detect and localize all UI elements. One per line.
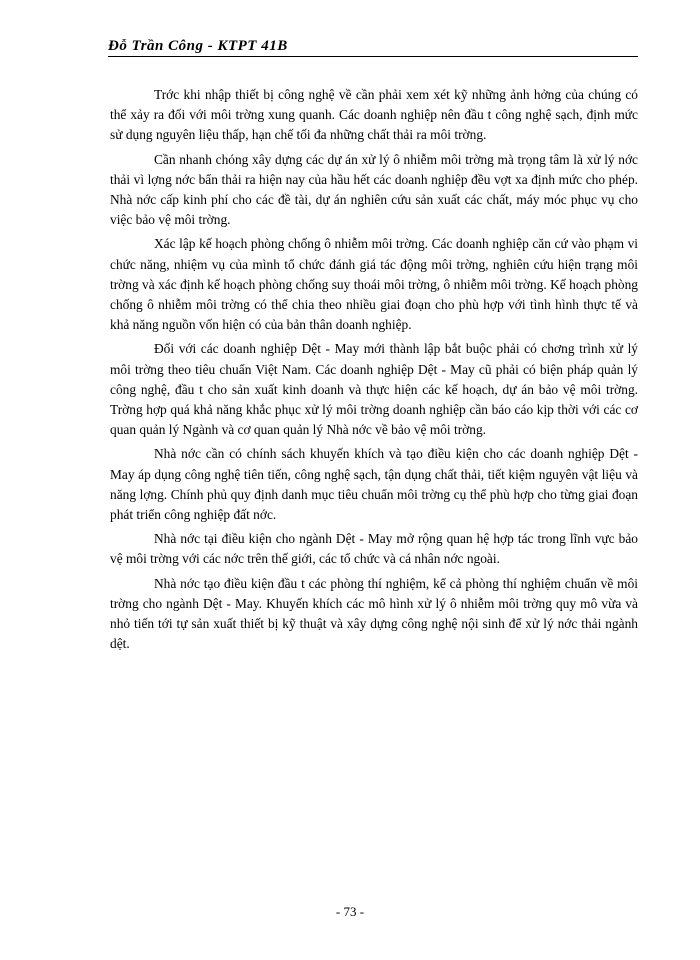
- header-divider: [108, 56, 638, 57]
- header-title: Đỗ Trần Công - KTPT 41B: [108, 38, 288, 54]
- page-header: [108, 38, 638, 62]
- paragraph-6: Nhà nớc tại điều kiện cho ngành Dệt - May mở rộng quan hệ hợp tác trong lĩnh vực bảo vệ môi trờng với các nớc trên thế giới, các tổ chức và cá nhân nớc ngoài.: [110, 531, 638, 567]
- paragraph-5: Nhà nớc cần có chính sách khuyến khích và tạo điều kiện cho các doanh nghiệp Dệt - May áp dụng công nghệ tiên tiến, công nghệ sạch, tận dụng chất thải, tiết kiệm nguyên vật liệu và năng lợng. Chính phủ quy định danh mục tiêu chuẩn môi trờng cụ thể phù hợp cho từng giai đoạn phát triển công nghiệp đất nớc.: [110, 446, 638, 523]
- page-number: - 73 -: [335, 904, 365, 919]
- paragraph-2: Cần nhanh chóng xây dựng các dự án xử lý ô nhiễm môi trờng mà trọng tâm là xử lý nớc thải vì lợng nớc bẩn thải ra hiện nay của hầu hết các doanh nghiệp đều vợt xa định mức cho phép. Nhà nớc cấp kinh phí cho các đề tài, dự án nghiên cứu sản xuất các chất, máy móc phục vụ cho việc bảo vệ môi trờng.: [110, 151, 638, 228]
- page-body: [110, 85, 638, 658]
- paragraph-7: Nhà nớc tạo điều kiện đầu t các phòng thí nghiệm, kể cả phòng thí nghiệm chuẩn về môi trờng cho ngành Dệt - May. Khuyến khích các mô hình xử lý ô nhiễm môi trờng quy mô vừa và nhỏ tiến tới tự sản xuất thiết bị kỹ thuật và xây dựng công nghệ nội sinh để xử lý nớc thải ngành dệt.: [110, 575, 638, 652]
- paragraph-1: Trớc khi nhập thiết bị công nghệ về cần phải xem xét kỹ những ảnh hởng của chúng có thể xảy ra đối với môi trờng xung quanh. Các doanh nghiệp nên đầu t công nghệ sạch, định mức sử dụng nguyên liệu thấp, hạn chế tối đa những chất thải ra môi trờng.: [110, 87, 638, 143]
- paragraph-3: Xác lập kế hoạch phòng chống ô nhiễm môi trờng. Các doanh nghiệp căn cứ vào phạm vi chức năng, nhiệm vụ của mình tổ chức đánh giá tác động môi trờng, nghiên cứu hiện trạng môi trờng và xác định kế hoạch phòng chống suy thoái môi trờng, ô nhiễm môi trờng. Kế hoạch phòng chống ô nhiễm môi trờng có thể chia theo nhiều giai đoạn cho phù hợp với tình hình thực tế và khả năng nguồn vốn hiện có của bản thân doanh nghiệp.: [110, 236, 638, 333]
- paragraph-4: Đối với các doanh nghiệp Dệt - May mới thành lập bắt buộc phải có chơng trình xử lý môi trờng theo tiêu chuẩn Việt Nam. Các doanh nghiệp Dệt - May cũ phải có biện pháp quản lý công nghệ, đầu t cho sản xuất kinh doanh và thực hiện các kế hoạch, dự án bảo vệ môi trờng. Trờng hợp quá khả năng khắc phục xử lý môi trờng doanh nghiệp cần báo cáo kịp thời với các cơ quan quản lý Ngành và cơ quan quản lý Nhà nớc về bảo vệ môi trờng.: [110, 341, 638, 438]
